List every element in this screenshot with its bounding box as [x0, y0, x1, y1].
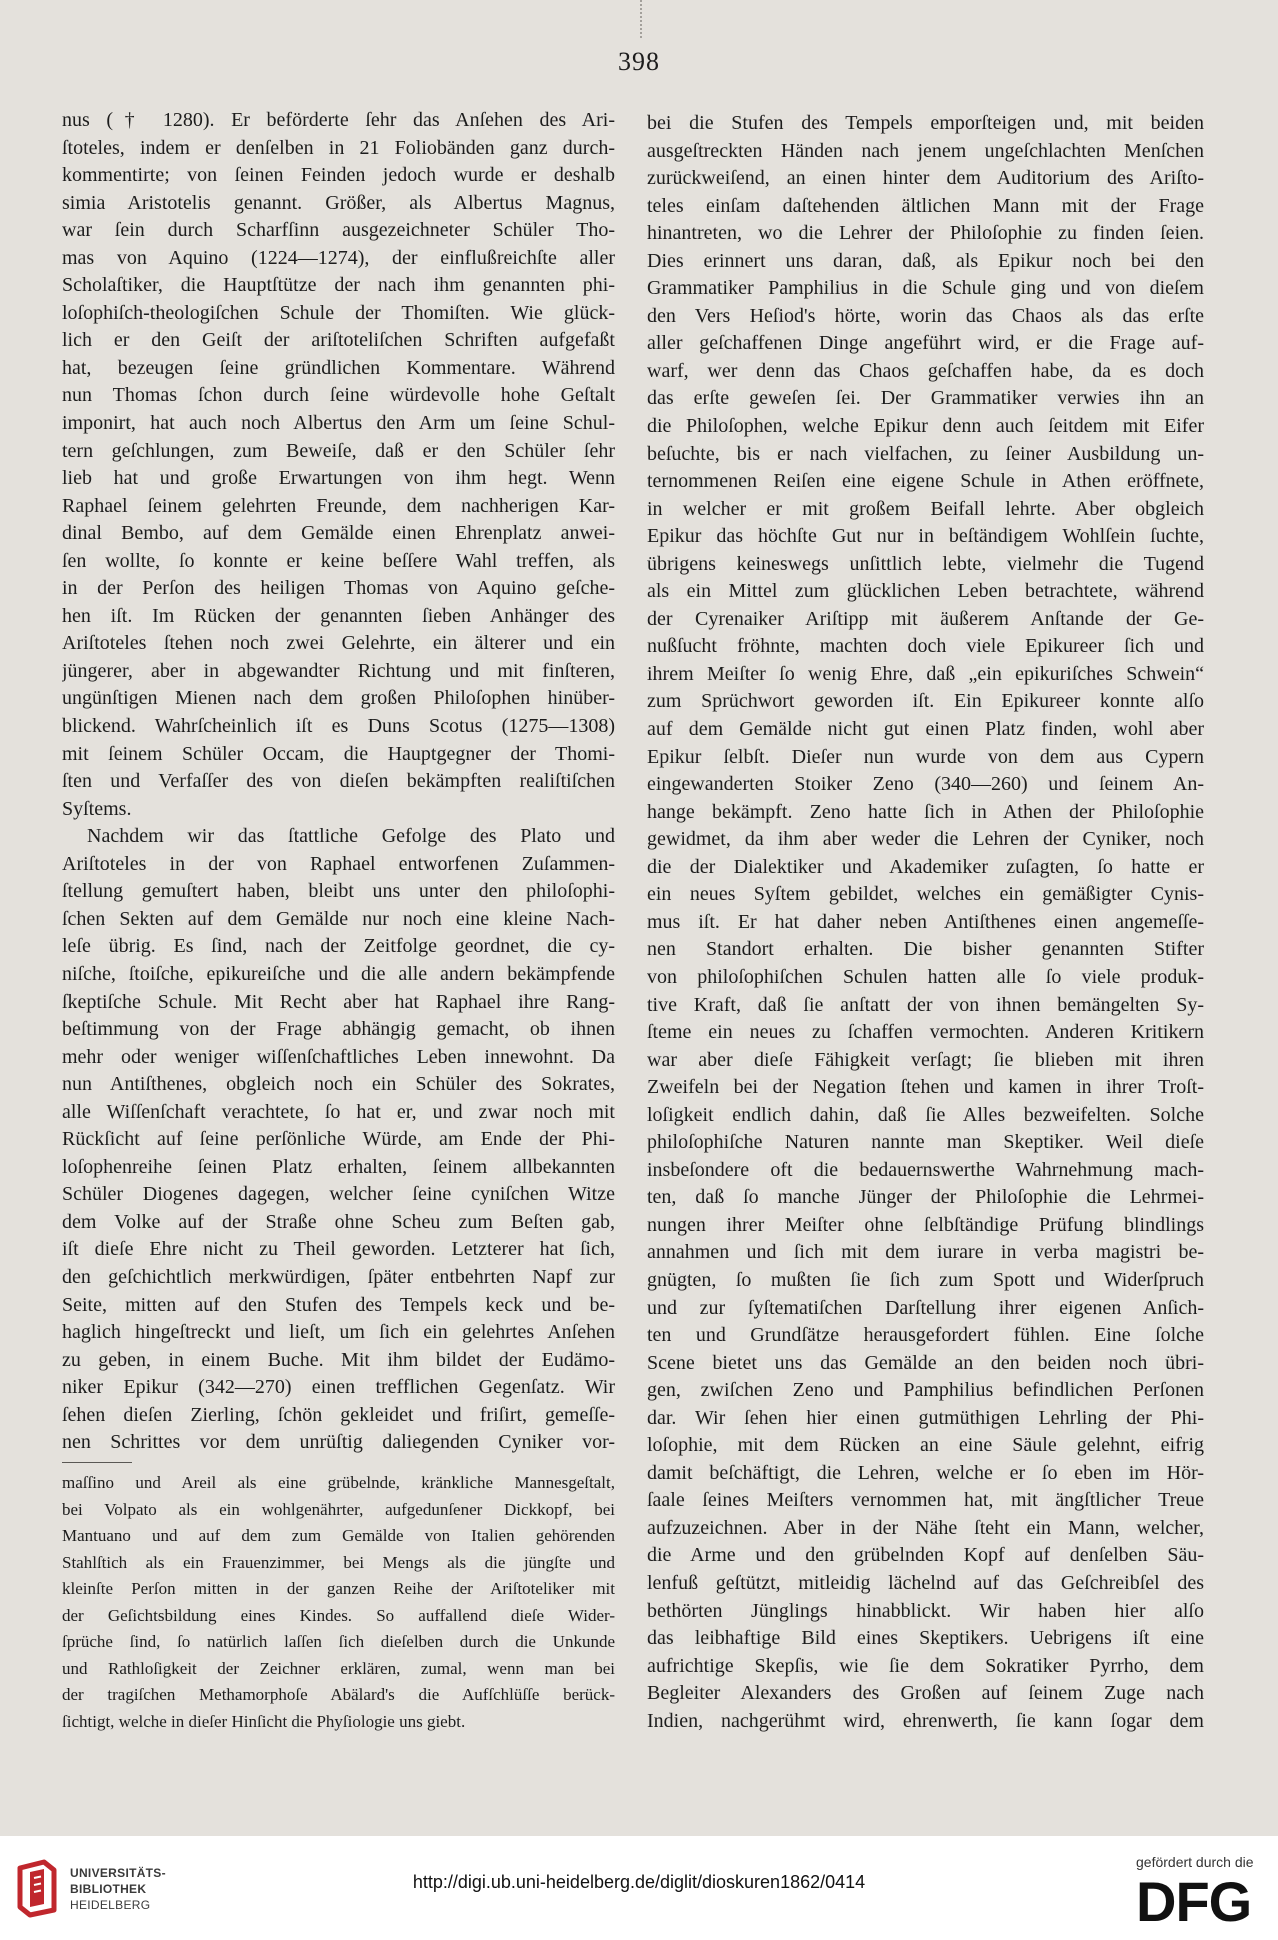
right-column-line: nen Standort erhalten. Die bisher genannten Stifter	[647, 938, 1204, 961]
footer-bar	[0, 1836, 1278, 1940]
footnote-line: maſſino und Areil als eine grübelnde, kränkliche Mannesgeſtalt,	[62, 1473, 615, 1492]
left-column-line: Ariſtoteles in der von Raphael entworfenen Zuſammen-	[62, 852, 615, 875]
right-column-line: die Arme und den grübelnden Kopf auf denſelben Säu-	[647, 1544, 1204, 1567]
right-column-line: die Philoſophen, welche Epikur denn auch ſeitdem mit Eifer	[647, 415, 1204, 438]
left-column-line: mas von Aquino (1224—1274), der einflußreichſte aller	[62, 246, 615, 269]
right-column-line: gnügten, ſo mußten ſie ſich zum Spott und Widerſpruch	[647, 1268, 1204, 1291]
left-column-line: lieb hat und große Erwartungen von ihm hegt. Wenn	[62, 467, 615, 490]
left-column-line: lich er den Geiſt der ariſtoteliſchen Schriften aufgefaßt	[62, 329, 615, 352]
right-column-line: Indien, nachgerühmt wird, ehrenwerth, ſie kann ſogar dem	[647, 1709, 1204, 1732]
left-column-line: ſen wollte, ſo konnte er keine beſſere Wahl treffen, als	[62, 549, 615, 572]
right-column-line: Begleiter Alexanders des Großen auf ſeinem Zuge nach	[647, 1682, 1204, 1705]
right-column-line: teles einſam daſtehenden ältlichen Mann mit der Frage	[647, 194, 1204, 217]
left-column-line: mehr oder weniger wiſſenſchaftliches Leben innewohnt. Da	[62, 1045, 615, 1068]
right-column-line: eingewanderten Stoiker Zeno (340—260) und ſeinem An-	[647, 773, 1204, 796]
right-column-line: hinantreten, wo die Lehrer der Philoſophie zu finden ſeien.	[647, 222, 1204, 245]
left-column-line: Rückſicht auf ſeine perſönliche Würde, am Ende der Phi-	[62, 1128, 615, 1151]
dfg-logo: DFG	[1136, 1870, 1252, 1933]
right-column-line: war aber dieſe Fähigkeit verſagt; ſie blieben mit ihren	[647, 1048, 1204, 1071]
left-column-line: imponirt, hat auch noch Albertus den Arm um ſeine Schul-	[62, 412, 615, 435]
left-column-line: nus († 1280). Er beförderte ſehr das Anſehen des Ari-	[62, 109, 615, 131]
right-column-line: Zweifeln bei der Negation ſtehen und kamen in ihrer Troſt-	[647, 1076, 1204, 1099]
right-column-line: warf, wer denn das Chaos geſchaffen habe, da es doch	[647, 359, 1204, 382]
left-column-line: jüngerer, aber in abgewandter Richtung und mit finſteren,	[62, 659, 615, 682]
left-column-line: tern geſchlungen, zum Beweiſe, daß er den Schüler ſehr	[62, 439, 615, 462]
footnote-rule	[62, 1462, 132, 1463]
right-column-line: gen, zwiſchen Zeno und Pamphilius befindlichen Perſonen	[647, 1379, 1204, 1402]
footnote-line: bei Volpato als ein wohlgenährter, aufgedunſener Dickkopf, bei	[62, 1499, 615, 1519]
right-column-line: übrigens keineswegs unſittlich lebte, vielmehr die Tugend	[647, 552, 1204, 575]
left-column-line: simia Aristotelis genannt. Größer, als Albertus Magnus,	[62, 191, 615, 214]
right-column-line: und zur ſyſtematiſchen Darſtellung ihrer eigenen Anſich-	[647, 1296, 1204, 1319]
left-column-line: loſophenreihe ſeinen Platz erhalten, ſeinem allbekannten	[62, 1155, 615, 1178]
right-column-line: Dies erinnert uns daran, daß, als Epikur noch bei den	[647, 249, 1204, 272]
left-column	[62, 107, 615, 1457]
right-column-line: die der Dialektiker und Akademiker zuſagten, ſo hatte er	[647, 855, 1204, 878]
footnote-line: Mantuano und auf dem zum Gemälde von Italien gehörenden	[62, 1526, 615, 1545]
right-column-line: das leibhaftige Bild eines Skeptikers. Uebrigens iſt eine	[647, 1627, 1204, 1650]
right-column-line: Epikur ſelbſt. Dieſer nun wurde von dem aus Cypern	[647, 745, 1204, 768]
left-column-line: den geſchichtlich merkwürdigen, ſpäter entbehrten Napf zur	[62, 1265, 615, 1288]
right-column-line: loſophie, mit dem Rücken an eine Säule gelehnt, eifrig	[647, 1434, 1204, 1457]
right-column-line: ihrem Meiſter ſo wenig Ehre, daß „ein epikuriſches Schwein“	[647, 662, 1204, 685]
left-column-line: blickend. Wahrſcheinlich iſt es Duns Scotus (1275—1308)	[62, 715, 615, 738]
right-column-line: lenfuß geſtützt, mitleidig lächelnd auf das Geſchreibſel des	[647, 1571, 1204, 1594]
left-column-line: Seite, mitten auf den Stufen des Tempels keck und be-	[62, 1293, 615, 1316]
right-column-line: damit beſchäftigt, die Lehren, welche er ſo eben im Hör-	[647, 1461, 1204, 1484]
right-column-line: beſuchte, bis er nach vielfachen, zu ſeiner Ausbildung un-	[647, 442, 1204, 465]
right-column-line: gewidmet, da ihm aber weder die Lehren der Cyniker, noch	[647, 828, 1204, 851]
left-column-line: hen iſt. Im Rücken der genannten ſieben Anhänger des	[62, 604, 615, 627]
right-column-line: Epikur das höchſte Gut nur in beſtändigem Wohlſein ſuchte,	[647, 525, 1204, 548]
footnote-line: ſichtigt, welche in dieſer Hinſicht die Phyſiologie uns giebt.	[62, 1711, 466, 1731]
library-name-line1: UNIVERSITÄTS-	[70, 1866, 166, 1880]
binding-dots	[640, 0, 642, 38]
right-column-line: ternommenen Reiſen eine eigene Schule in Athen eröffnete,	[647, 470, 1204, 493]
left-column-line: beſtimmung von der Frage abhängig gemacht, ob ihnen	[62, 1018, 615, 1041]
right-column-line: das erſte geweſen ſei. Der Grammatiker verwies ihn an	[647, 387, 1204, 410]
library-name-line2: BIBLIOTHEK	[70, 1882, 147, 1896]
footnote-line: ſprüche ſind, ſo natürlich laſſen ſich dieſelben durch die Unkunde	[62, 1632, 615, 1651]
library-name-line3: HEIDELBERG	[70, 1898, 151, 1912]
left-column-line: zu geben, in einem Buche. Mit ihm bildet der Eudämo-	[62, 1348, 615, 1371]
right-column-line: Grammatiker Pamphilius in die Schule ging und von dieſem	[647, 277, 1204, 300]
left-column-line: loſophiſch-theologiſchen Schule der Thomiſten. Wie glück-	[62, 301, 615, 324]
right-column-line: ausgeſtreckten Händen nach jenem ungeſchlachten Menſchen	[647, 139, 1204, 162]
footnote-line: Stahlſtich als ein Frauenzimmer, bei Mengs als die jüngſte und	[62, 1552, 615, 1572]
left-column-line: ſtellung gemuſtert haben, bleibt uns unter den philoſophi-	[62, 880, 615, 903]
right-column-line: insbeſondere oft die bedauernswerthe Wahrnehmung mach-	[647, 1158, 1204, 1181]
right-column-line: den Vers Heſiod's hörte, worin das Chaos als das erſte	[647, 304, 1204, 327]
right-column-line: nungen ihrer Meiſter ohne ſelbſtändige Prüfung blindlings	[647, 1213, 1204, 1236]
right-column-line: aller geſchaffenen Dinge angeführt wird, er die Frage auf-	[647, 332, 1204, 355]
right-column-line: ten, daß ſo manche Jünger der Philoſophie die Lehrmei-	[647, 1186, 1204, 1209]
right-column-line: der Cyrenaiker Ariſtipp mit äußerem Anſtande der Ge-	[647, 607, 1204, 630]
right-column-line: in welcher er mit großem Beifall lehrte. Aber obgleich	[647, 497, 1204, 520]
right-column-line: nußſucht fröhnte, machten doch viele Epikureer ſich und	[647, 635, 1204, 658]
left-column-line: ſten und Verfaſſer des von dieſen bekämpften realiſtiſchen	[62, 770, 615, 793]
page-number: 398	[618, 47, 660, 76]
left-column-line: mit ſeinem Schüler Occam, die Hauptgegner der Thomi-	[62, 742, 615, 765]
left-column-line: ungünſtigen Mienen nach dem großen Philoſophen hinüber-	[62, 687, 615, 710]
left-column-line: nun Antiſthenes, obgleich noch ein Schüler des Sokrates,	[62, 1073, 615, 1096]
left-column-line: niſche, ſtoiſche, epikureiſche und die alle andern bekämpfende	[62, 962, 615, 985]
left-column-line: war ſein durch Scharfſinn ausgezeichneter Schüler Tho-	[62, 219, 615, 242]
left-column-line: Raphael ſeinem gelehrten Freunde, dem nachherigen Kar-	[62, 494, 615, 517]
right-column-line: aufzuzeichnen. Aber in der Nähe ſteht ein Mann, welcher,	[647, 1516, 1204, 1539]
right-column-line: dar. Wir ſehen hier einen gutmüthigen Lehrling der Phi-	[647, 1406, 1204, 1429]
left-column-line: hat, bezeugen ſeine gründlichen Kommentare. Während	[62, 356, 615, 379]
right-column-line: ein neues Syſtem gebildet, welches ein gemäßigter Cynis-	[647, 883, 1204, 906]
right-column-line: mus iſt. Er hat daher neben Antiſthenes einen angemeſſe-	[647, 910, 1204, 933]
funding-label: gefördert durch die	[1136, 1854, 1254, 1870]
left-column-line: nun Thomas ſchon durch ſeine würdevolle hohe Geſtalt	[62, 384, 615, 407]
left-column-line: nen Schrittes vor dem unrüſtig daliegenden Cyniker vor-	[62, 1431, 615, 1454]
footnote	[62, 1470, 615, 1735]
right-column-line: philoſophiſche Naturen nannte man Skeptiker. Weil dieſe	[647, 1131, 1204, 1154]
right-column-line: loſigkeit endlich dahin, daß ſie Alles bezweifelten. Solche	[647, 1103, 1204, 1126]
left-column-line: haglich hingeſtreckt und lieſt, um ſich ein gelehrtes Anſehen	[62, 1321, 615, 1344]
left-column-line: ſchen Sekten auf dem Gemälde nur noch eine kleine Nach-	[62, 907, 615, 930]
left-column-line: ſtoteles, indem er denſelben in 21 Foliobänden ganz durch-	[62, 136, 615, 159]
left-column-line: alle Wiſſenſchaft verachtete, ſo hat er, und zwar noch mit	[62, 1100, 615, 1123]
right-column-line: Scene bietet uns das Gemälde an den beiden noch übri-	[647, 1351, 1204, 1374]
right-column-line: auf dem Gemälde nicht gut einen Platz finden, wohl aber	[647, 718, 1204, 741]
left-column-line: dinal Bembo, auf dem Gemälde einen Ehrenplatz anwei-	[62, 522, 615, 545]
left-column-line: ſehen dieſen Zierling, ſchön gekleidet und friſirt, gemeſſe-	[62, 1403, 615, 1426]
right-column-line: von philoſophiſchen Schulen hatten alle ſo viele produk-	[647, 965, 1204, 988]
right-column-line: ſaale ſeines Meiſters vernommen hat, mit ängſtlicher Treue	[647, 1489, 1204, 1512]
right-column-line: annahmen und ſich mit dem iurare in verba magistri be-	[647, 1241, 1204, 1264]
left-column-line: niker Epikur (342—270) einen trefflichen Gegenſatz. Wir	[62, 1376, 615, 1399]
right-column-line: ten und Grundſätze herausgefordert fühlen. Eine ſolche	[647, 1324, 1204, 1347]
left-column-line: iſt dieſe Ehre nicht zu Theil geworden. Letzterer hat ſich,	[62, 1238, 615, 1261]
footnote-line: kleinſte Perſon mitten in der ganzen Reihe der Ariſtoteliker mit	[62, 1579, 615, 1598]
right-column-line: als ein Mittel zum glücklichen Leben betrachtete, während	[647, 580, 1204, 603]
right-column-line: zurückweiſend, an einen hinter dem Auditorium des Ariſto-	[647, 167, 1204, 190]
right-column	[647, 110, 1204, 1735]
left-column-line: ſkeptiſche Schule. Mit Recht aber hat Raphael ihre Rang-	[62, 990, 615, 1013]
left-column-line: Nachdem wir das ſtattliche Gefolge des Plato und	[87, 825, 615, 848]
left-column-line: leſe übrig. Es ſind, nach der Zeitfolge geordnet, die cy-	[62, 935, 615, 958]
right-column-line: aufrichtige Skepſis, wie ſie dem Sokratiker Pyrrho, dem	[647, 1654, 1204, 1677]
left-column-line: Schüler Diogenes dagegen, welcher ſeine cyniſchen Witze	[62, 1183, 615, 1206]
left-column-line: in der Perſon des heiligen Thomas von Aquino geſche-	[62, 577, 615, 600]
left-column-line: Syſtems.	[62, 797, 132, 820]
footnote-line: der tragiſchen Methamorphoſe Abälard's die Aufſchlüſſe berück-	[62, 1685, 615, 1704]
right-column-line: ſteme ein neues zu ſchaffen vermochten. Anderen Kritikern	[647, 1021, 1204, 1044]
left-column-line: kommentirte; von ſeinen Feinden jedoch wurde er deshalb	[62, 164, 615, 187]
footnote-line: der Geſichtsbildung eines Kindes. So auffallend dieſe Wider-	[62, 1605, 615, 1625]
right-column-line: bei die Stufen des Tempels emporſteigen und, mit beiden	[647, 112, 1204, 134]
right-column-line: hange bekämpft. Zeno hatte ſich in Athen der Philoſophie	[647, 800, 1204, 823]
left-column-line: Ariſtoteles ſtehen noch zwei Gelehrte, ein älterer und ein	[62, 632, 615, 655]
right-column-line: tive Kraft, daß ſie anſtatt der von ihnen bemängelten Sy-	[647, 993, 1204, 1016]
footnote-line: und Rathloſigkeit der Zeichner erklären, zumal, wenn man bei	[62, 1658, 615, 1678]
left-column-line: dem Volke auf der Straße ohne Scheu zum Beſten gab,	[62, 1210, 615, 1233]
right-column-line: bethörten Jünglings hinabblickt. Wir haben hier alſo	[647, 1599, 1204, 1622]
permalink-url[interactable]: http://digi.ub.uni-heidelberg.de/diglit/dioskuren1862/0414	[412, 1872, 866, 1892]
right-column-line: zum Sprüchwort geworden iſt. Ein Epikureer konnte alſo	[647, 690, 1204, 713]
left-column-line: Scholaſtiker, die Hauptſtütze der nach ihm genannten phi-	[62, 274, 615, 297]
